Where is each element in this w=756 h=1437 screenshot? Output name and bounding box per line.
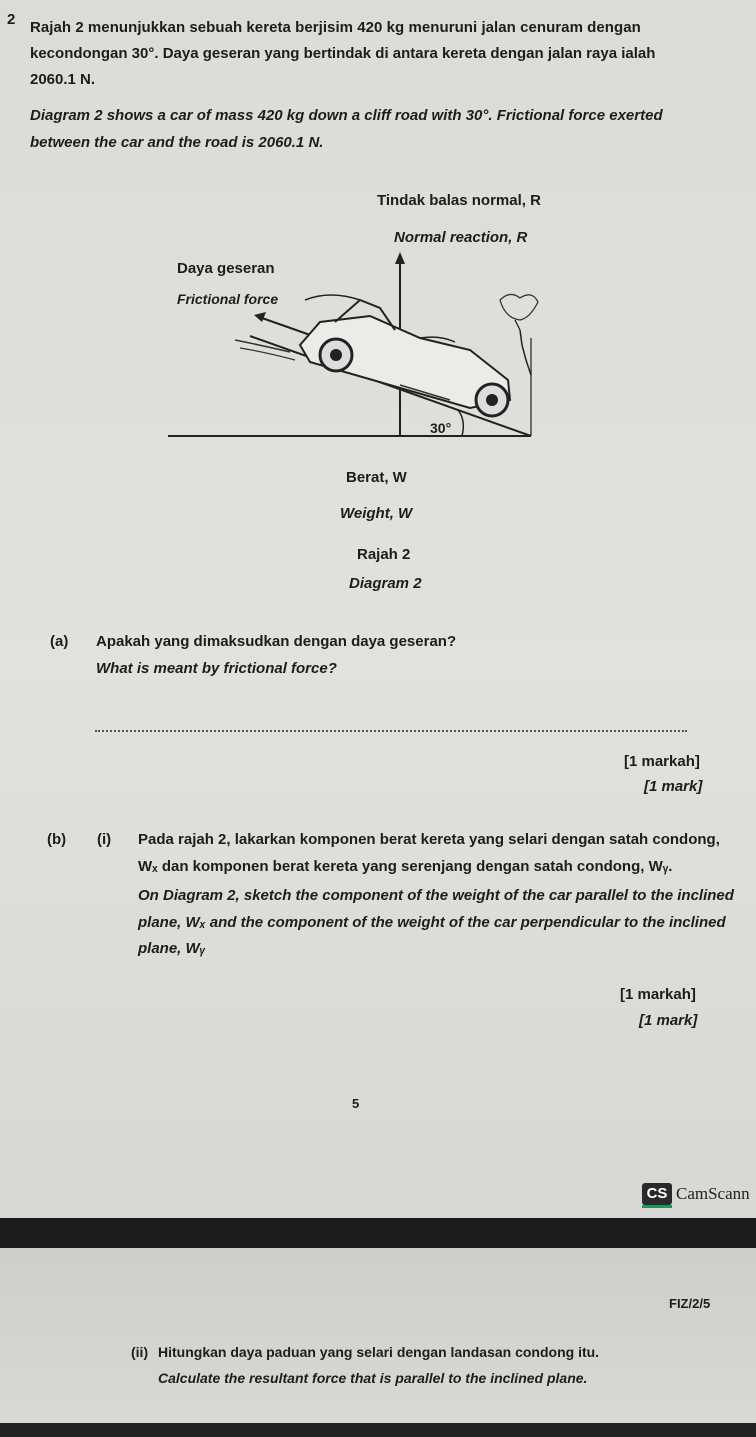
tree-illustration: [500, 294, 538, 375]
part-b-line2-ms: Wₓ dan komponen berat kereta yang serenjang dengan satah condong, Wᵧ.: [138, 858, 673, 875]
part-b-marks-en: [1 mark]: [639, 1012, 698, 1029]
normal-reaction-label-en: Normal reaction, R: [394, 229, 528, 246]
camscanner-logo: CS: [642, 1183, 672, 1205]
incline-car-diagram: [0, 0, 756, 620]
page-number: 5: [352, 1096, 360, 1111]
question-number: 2: [7, 11, 16, 28]
normal-reaction-label-ms: Tindak balas normal, R: [377, 192, 541, 209]
weight-label-ms: Berat, W: [346, 469, 407, 486]
exam-page-2: [0, 1248, 756, 1423]
intro-en-line2: between the car and the road is 2060.1 N.: [30, 134, 324, 151]
paper-code: FIZ/2/5: [669, 1296, 711, 1311]
part-b-marks-ms: [1 markah]: [620, 986, 696, 1003]
diagram-caption-en: Diagram 2: [349, 575, 422, 592]
answer-line[interactable]: [95, 730, 687, 732]
page-gap: [0, 1218, 756, 1248]
part-b-line3-en: plane, Wᵧ: [138, 940, 206, 957]
part-a-marks-ms: [1 markah]: [624, 753, 700, 770]
part-a-question-en: What is meant by frictional force?: [96, 660, 337, 677]
diagram-caption-ms: Rajah 2: [357, 546, 411, 563]
part-b-ii-question-en: Calculate the resultant force that is parallel to the inclined plane.: [158, 1370, 588, 1386]
part-b-ii-label: (ii): [131, 1344, 149, 1360]
friction-label-ms: Daya geseran: [177, 260, 275, 277]
intro-ms-line1: Rajah 2 menunjukkan sebuah kereta berjisim 420 kg menuruni jalan cenuram dengan: [30, 19, 641, 36]
friction-arrowhead: [254, 312, 266, 322]
normal-arrowhead: [395, 252, 405, 264]
part-a-marks-en: [1 mark]: [644, 778, 703, 795]
part-b-line2-en: plane, Wₓ and the component of the weight of the car perpendicular to the inclined: [138, 914, 726, 931]
part-a-label: (a): [50, 633, 69, 650]
friction-label-en: Frictional force: [177, 291, 279, 307]
bottom-edge: [0, 1423, 756, 1437]
part-b-label: (b): [47, 831, 67, 848]
part-b-line1-en: On Diagram 2, sketch the component of the weight of the car parallel to the inclined: [138, 887, 734, 904]
part-b-ii-question-ms: Hitungkan daya paduan yang selari dengan landasan condong itu.: [158, 1344, 600, 1360]
intro-ms-line3: 2060.1 N.: [30, 71, 96, 88]
part-a-question-ms: Apakah yang dimaksudkan dengan daya geseran?: [96, 633, 457, 650]
intro-ms-line2: kecondongan 30°. Daya geseran yang bertindak di antara kereta dengan jalan raya ialah: [30, 45, 656, 62]
part-b-line1-ms: Pada rajah 2, lakarkan komponen berat kereta yang selari dengan satah condong,: [138, 831, 720, 848]
angle-label: 30°: [430, 420, 452, 436]
car-illustration: [235, 295, 510, 416]
angle-arc: [458, 410, 463, 436]
weight-label-en: Weight, W: [340, 505, 413, 522]
camscanner-watermark: CamScann: [676, 1184, 750, 1203]
intro-en-line1: Diagram 2 shows a car of mass 420 kg down a cliff road with 30°. Frictional force exerted: [30, 107, 663, 124]
part-b-sublabel: (i): [97, 831, 112, 848]
